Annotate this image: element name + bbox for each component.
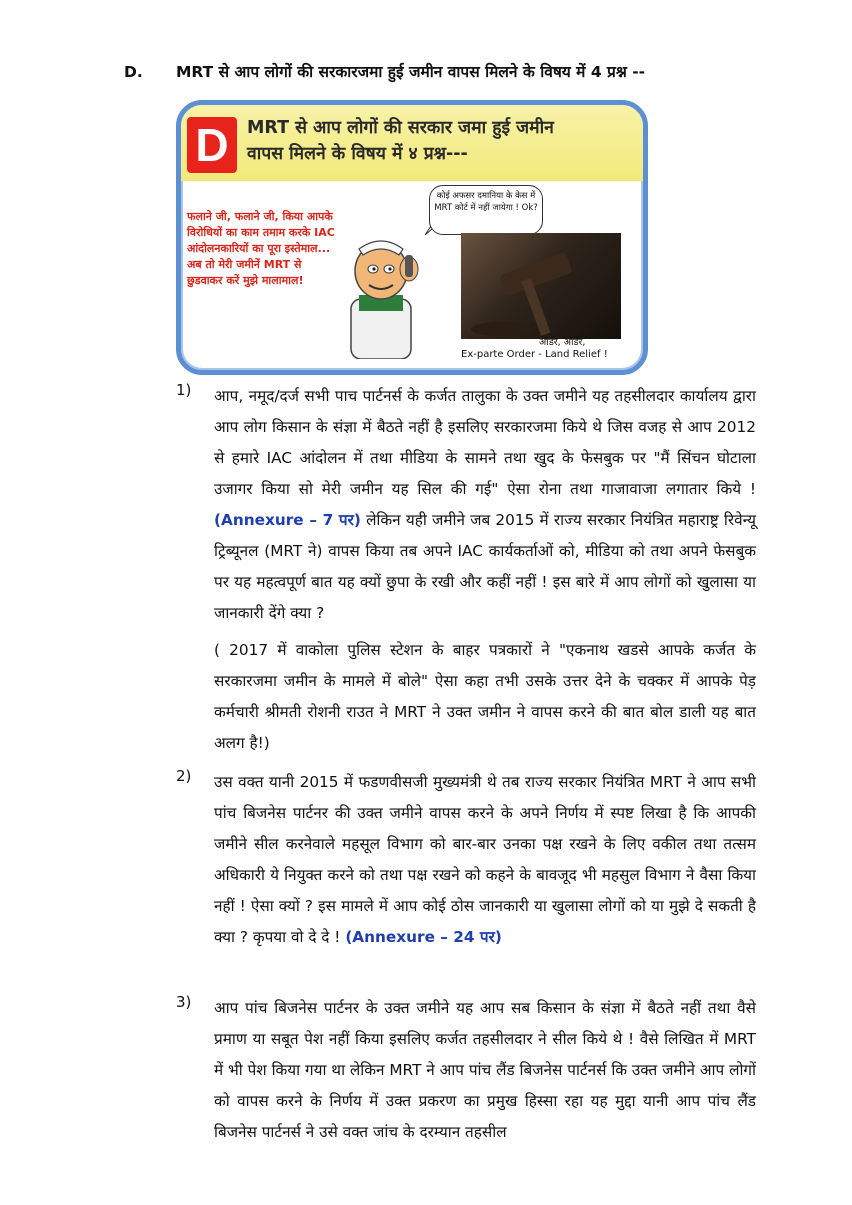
item-text — [214, 767, 756, 953]
section-letter: D. — [124, 63, 143, 81]
item-text — [214, 381, 756, 629]
card-title-line-2: वापस मिलने के विषय में ४ प्रश्न--- — [247, 144, 468, 164]
note-paragraph: ( 2017 में वाकोला पुलिस स्टेशन के बाहर पत्रकारों ने "एकनाथ खडसे आपके कर्जत के सरकारजमा जमीन के मामले में बोले" ऐसा कहा तभी उसके उत्तर देने के चक्कर में आपके पेड़ कर्मचारी श्रीमती रोशनी राउत ने MRT ने उक्त जमीन ने वापस करने की बात बोल डाली यह बात अलग है!) — [214, 641, 756, 752]
order-text-line-2: Ex-parte Order - Land Relief ! — [461, 349, 608, 360]
card-left-note: फलाने जी, फलाने जी, किया आपके विरोधियों का काम तमाम करके IAC आंदोलनकारियों का पूरा इस्तेमाल... अब तो मेरी जमीनें MRT से छुडवाकर करें मुझे मालामाल! — [187, 210, 335, 287]
item-number: 3) — [176, 993, 192, 1011]
item-text: आप पांच बिजनेस पार्टनर के उक्त जमीने यह आप सब किसान के संज्ञा में बैठते नहीं तथा वैसे प्रमाण या सबूत पेश नहीं किया इसलिए कर्जत तहसीलदार ने सील किये थे ! वैसे लिखित में MRT में भी पेश किया गया था लेकिन MRT ने आप पांच लैंड बिजनेस पार्टनर्स कि उक्त जमीने आप लोगों को वापस करने के निर्णय में उक्त प्रकरण का प्रमुख हिस्सा रहा यह मुद्दा यानी आप पांच लैंड बिजनेस पार्टनर्स ने उसे वक्त जांच के दरम्यान तहसील — [214, 999, 756, 1141]
item-text-before: उस वक्त यानी 2015 में फडणवीसजी मुख्यमंत्री थे तब राज्य सरकार नियंत्रित MRT ने आप सभी पांच बिजनेस पार्टनर की उक्त जमीने वापस करने के अपने निर्णय में स्पष्ट लिखा है कि आपकी जमीने सील करनेवाले महसूल विभाग को बार-बार उनका पक्ष रखने के लिए वकील तथा तत्सम अधिकारी ये नियुक्त करने को तथा पक्ष रखने को कहने के बावजूद भी महसुल विभाग ने वैसा किया नहीं ! ऐसा क्यों ? इस मामले में आप कोई ठोस जानकारी या खुलासा लोगों को या मुझे दे सकती है क्या ? कृपया वो दे दे ! — [214, 773, 756, 946]
section-heading — [124, 60, 645, 82]
item-number: 2) — [176, 767, 192, 785]
gavel-icon — [461, 233, 621, 339]
section-title: MRT से आप लोगों की सरकारजमा हुई जमीन वापस मिलने के विषय में 4 प्रश्न -- — [176, 63, 646, 81]
speech-bubble: कोई अफसर दमानिया के केस में MRT कोर्ट में नहीं जायेगा ! Ok? — [429, 185, 543, 235]
item-text-after: लेकिन यही जमीने जब 2015 में राज्य सरकार नियंत्रित महाराष्ट्र रिवेन्यू ट्रिब्यूनल (MRT ने) वापस किया तब अपने IAC कार्यकर्ताओं को, मीडिया को तथा अपने फेसबुक पर यह महत्वपूर्ण बात यह क्यों छुपा के रखी और कहीं नहीं ! इस बारे में आप लोगों को खुलासा या जानकारी देंगे क्या ? — [214, 511, 756, 622]
annexure-ref: (Annexure – 7 पर) — [214, 511, 361, 529]
card-badge: D — [187, 117, 237, 173]
gavel-photo — [461, 233, 621, 339]
item-text-before: आप, नमूद/दर्ज सभी पाच पार्टनर्स के कर्जत तालुका के उक्त जमीने यह तहसीलदार कार्यालय द्वारा आप लोग किसान के संज्ञा में बैठते नहीं है इसलिए सरकारजमा किये थे जिस वजह से आप 2012 से हमारे IAC आंदोलन में तथा मीडिया के सामने तथा खुद के फेसबुक पर "मैं सिंचन घोटाला उजागर किया सो मेरी जमीन यह सिल की गई" ऐसा रोना तथा गाजावाजा लगातार किये ! — [214, 387, 756, 498]
card-title-line-1: MRT से आप लोगों की सरकार जमा हुई जमीन — [247, 118, 554, 138]
card-title — [247, 115, 627, 167]
cartoon-politician-illustration — [329, 229, 429, 359]
cartoon-card — [176, 100, 648, 375]
question-item-1 — [176, 381, 756, 629]
annexure-ref: (Annexure – 24 पर) — [345, 928, 502, 946]
question-item-2 — [176, 767, 756, 953]
order-text-line-1: ऑर्डर, ऑर्डर, — [539, 337, 586, 348]
question-item-3 — [176, 993, 756, 1148]
item-number: 1) — [176, 381, 192, 399]
